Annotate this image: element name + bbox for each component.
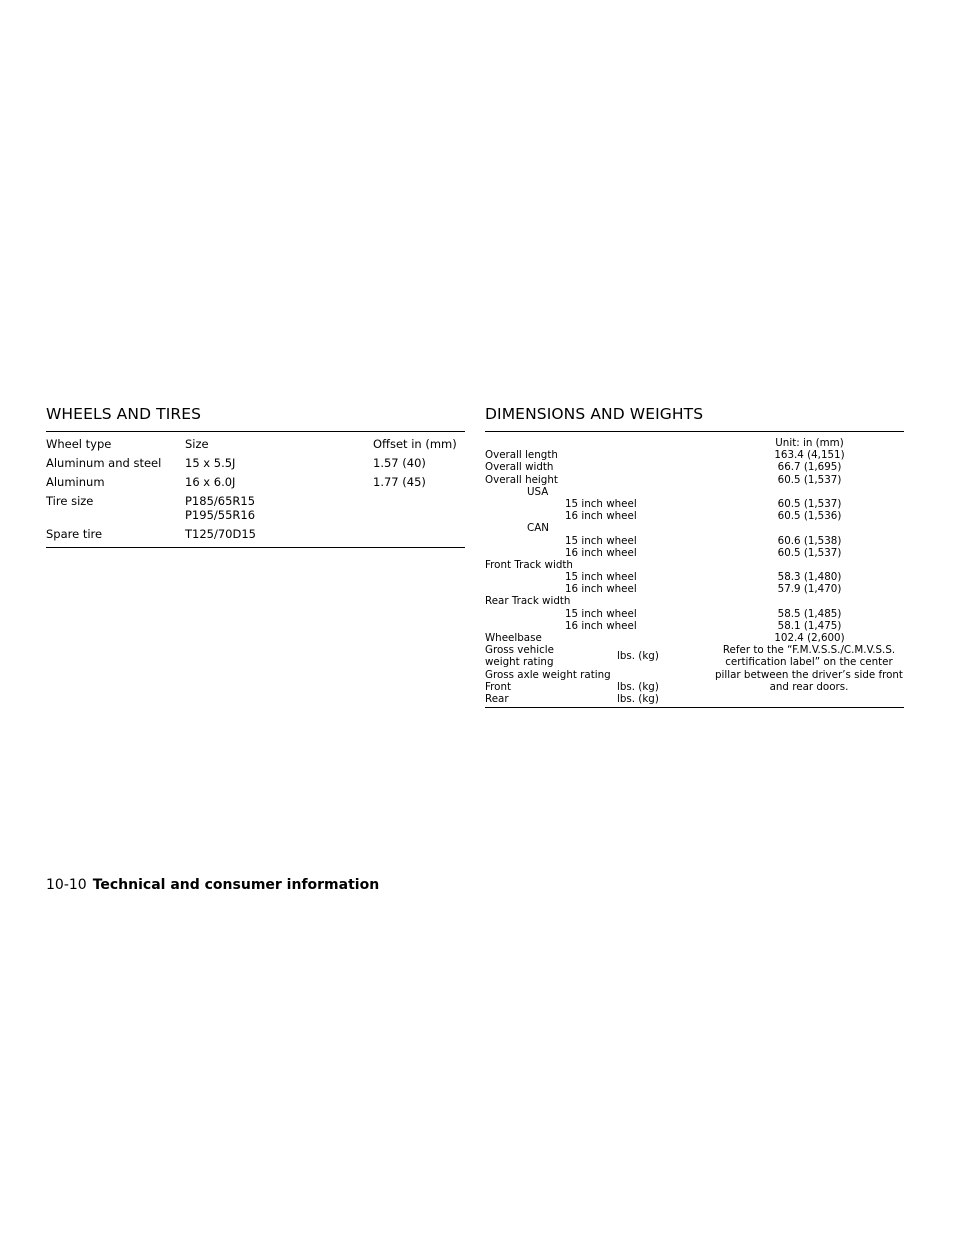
page-number: 10-10 [46,877,87,893]
wheel-type-cell: Aluminum [46,475,105,489]
dim-label: 15 inch wheel [565,571,637,584]
wheels-tires-table [46,431,465,548]
dim-value: 57.9 (1,470) [777,583,842,596]
table-row [485,620,904,632]
dim-value: 60.5 (1,536) [777,510,842,523]
wheel-type-cell: Aluminum and steel [46,456,162,470]
dim-label: Overall width [485,461,554,474]
table-row [485,595,904,607]
unit-label: Unit: in (mm) [775,437,844,449]
unit-row [485,437,904,449]
size-line-2: P195/55R16 [185,508,256,522]
dim-label: 16 inch wheel [565,583,637,596]
offset-cell: 1.57 (40) [373,456,426,470]
table-row [485,535,904,547]
table-row [485,498,904,510]
dim-label: 16 inch wheel [565,510,637,523]
wheel-type-cell: Tire size [46,494,94,508]
table-row [46,492,465,525]
dim-label: Rear Track width [485,595,571,608]
dim-value: 60.6 (1,538) [777,534,842,547]
dim-label: Overall height [485,473,558,486]
page-footer [46,877,379,893]
dim-label: Wheelbase [485,632,542,644]
table-row [485,461,904,473]
size-cell: T125/70D15 [185,527,256,541]
dim-label: 15 inch wheel [565,497,637,510]
dim-label: 16 inch wheel [565,619,637,632]
table-header-row [46,435,465,454]
gvw-label-line-1: Gross vehicle [485,644,554,657]
front-unit: lbs. (kg) [617,680,659,693]
table-row [485,559,904,571]
table-row [46,454,465,473]
table-row [485,632,904,644]
table-row [485,608,904,620]
dim-value: 58.5 (1,485) [777,607,842,620]
table-row [485,449,904,461]
offset-cell: 1.77 (45) [373,475,426,489]
table-row [485,522,904,534]
table-row [485,474,904,486]
dim-label: Front Track width [485,558,573,571]
dim-value: 60.5 (1,537) [777,497,842,510]
wheels-tires-title: WHEELS AND TIRES [46,405,202,423]
weight-rating-block [485,644,904,704]
wheel-type-cell: Spare tire [46,527,103,541]
table-row [485,583,904,595]
size-cell [185,494,465,522]
size-cell: 16 x 6.0J [185,475,236,489]
dim-label: Overall length [485,449,558,462]
dim-value: 60.5 (1,537) [777,473,842,486]
header-size: Size [185,437,209,451]
table-row [46,525,465,544]
dim-label: USA [527,485,549,498]
dim-label: 16 inch wheel [565,546,637,559]
dim-value: 58.3 (1,480) [777,571,842,584]
header-offset: Offset in (mm) [373,437,457,451]
table-row [485,547,904,559]
section-name: Technical and consumer information [92,877,380,893]
size-line-1: P185/65R15 [185,494,256,508]
gvw-label-line-2: weight rating [485,656,554,669]
dim-label: 15 inch wheel [565,607,637,620]
table-row [485,486,904,498]
rear-unit: lbs. (kg) [617,692,659,705]
gvw-unit: lbs. (kg) [617,650,659,663]
dim-label: CAN [527,522,549,535]
dim-value: 163.4 (4,151) [774,449,845,462]
dimensions-weights-title: DIMENSIONS AND WEIGHTS [485,405,704,423]
front-label: Front [485,680,512,693]
table-row [485,571,904,583]
axle-weight-label: Gross axle weight rating [485,668,611,681]
dim-value: 102.4 (2,600) [774,632,845,644]
dim-value: 66.7 (1,695) [777,461,842,474]
dim-value: 60.5 (1,537) [777,546,842,559]
dimensions-weights-table [485,431,904,708]
size-cell: 15 x 5.5J [185,456,236,470]
rear-label: Rear [485,692,509,705]
header-wheel-type: Wheel type [46,437,112,451]
table-row [46,473,465,492]
dim-value: 58.1 (1,475) [777,619,842,632]
table-row [485,510,904,522]
dim-label: 15 inch wheel [565,534,637,547]
certification-label-note: Refer to the “F.M.V.S.S./C.M.V.S.S. certification label” on the center pillar between the driver’s side front and rear doors. [715,644,903,693]
